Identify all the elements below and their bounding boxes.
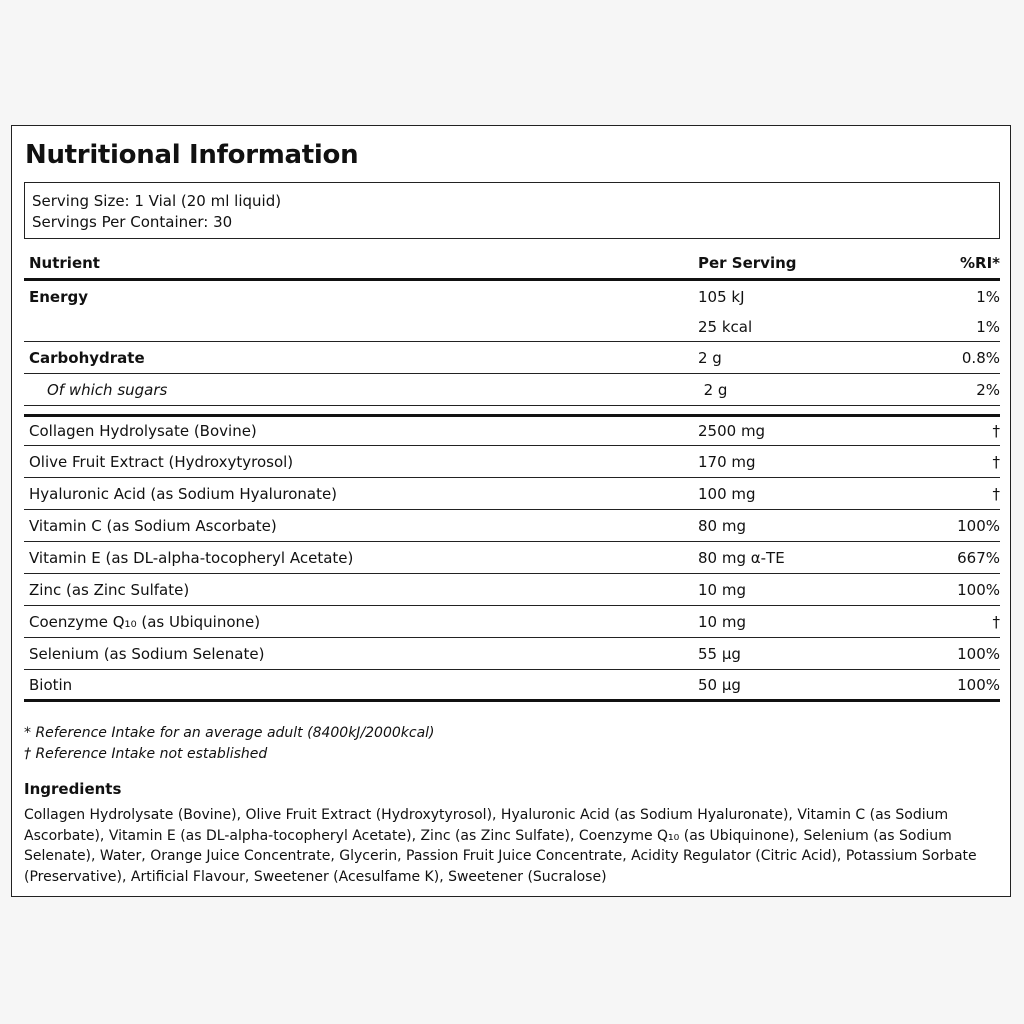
carbohydrate-value: 2 g: [698, 348, 722, 367]
energy-kcal-ri: 1%: [976, 317, 1000, 336]
nutrient-name: Selenium (as Sodium Selenate): [29, 644, 265, 663]
nutrient-amount: 2500 mg: [698, 422, 766, 440]
energy-kj-value: 105 kJ: [698, 287, 745, 306]
nutrient-name: Zinc (as Zinc Sulfate): [29, 580, 190, 599]
table-row: [24, 510, 1000, 542]
header-per-serving: Per Serving: [698, 254, 797, 272]
nutrient-amount: 55 µg: [698, 644, 741, 663]
serving-size: Serving Size: 1 Vial (20 ml liquid): [32, 192, 282, 210]
nutrition-panel: [11, 125, 1011, 897]
header-ri: %RI*: [959, 254, 1000, 272]
nutrient-ri: †: [992, 612, 1000, 631]
nutrient-ri: 100%: [957, 675, 1000, 694]
nutrient-name: Collagen Hydrolysate (Bovine): [29, 422, 257, 440]
carbohydrate-ri: 0.8%: [961, 348, 1000, 367]
header-nutrient: Nutrient: [29, 254, 100, 272]
nutrient-ri: †: [992, 452, 1000, 471]
footnote-ri: * Reference Intake for an average adult (8400kJ/2000kcal): [24, 725, 435, 741]
table-row: [24, 414, 1000, 446]
table-row: [24, 542, 1000, 574]
serving-info-box: [24, 182, 1000, 239]
nutrient-ri: 100%: [957, 516, 1000, 535]
table-spacer: [24, 406, 1000, 414]
nutrient-amount: 50 µg: [698, 675, 741, 694]
nutrient-name: Vitamin E (as DL-alpha-tocopheryl Acetate): [29, 548, 354, 567]
nutrient-amount: 80 mg: [698, 516, 746, 535]
nutrient-ri: 100%: [957, 644, 1000, 663]
nutrient-ri: †: [992, 422, 1000, 440]
servings-per-container: Servings Per Container: 30: [32, 213, 233, 231]
sugars-row: [24, 374, 1000, 406]
footnotes: [24, 723, 435, 765]
nutrient-ri: †: [992, 484, 1000, 503]
page-title: Nutritional Information: [25, 140, 359, 170]
nutrient-amount: 170 mg: [698, 452, 756, 471]
nutrient-name: Vitamin C (as Sodium Ascorbate): [29, 516, 277, 535]
sugars-ri: 2%: [976, 380, 1000, 399]
nutrient-amount: 100 mg: [698, 484, 756, 503]
carbohydrate-row: [24, 342, 1000, 374]
nutrient-amount: 10 mg: [698, 580, 746, 599]
nutrient-name: Hyaluronic Acid (as Sodium Hyaluronate): [29, 484, 338, 503]
table-row: [24, 574, 1000, 606]
nutrient-amount: 10 mg: [698, 612, 746, 631]
energy-label: Energy: [29, 287, 89, 306]
table-row: [24, 638, 1000, 670]
nutrient-name: Biotin: [29, 675, 73, 694]
table-header-row: [24, 248, 1000, 281]
nutrient-name: Coenzyme Q₁₀ (as Ubiquinone): [29, 612, 261, 631]
nutrient-amount: 80 mg α-TE: [698, 548, 785, 567]
energy-kcal-value: 25 kcal: [698, 317, 753, 336]
carbohydrate-label: Carbohydrate: [29, 348, 145, 367]
energy-row-kcal: [24, 312, 1000, 342]
nutrient-ri: 100%: [957, 580, 1000, 599]
energy-kj-ri: 1%: [976, 287, 1000, 306]
ingredients-text: Collagen Hydrolysate (Bovine), Olive Fruit Extract (Hydroxytyrosol), Hyaluronic Acid (as Sodium Hyaluronate), Vitamin C (as Sodium Ascorbate), Vitamin E (as DL-alpha-tocopheryl Acetate), Zinc (as Zinc Sulfate), Coenzyme Q₁₀ (as Ubiquinone), Selenium (as Sodium Selenate), Water, Orange Juice Concentrate, Glycerin, Passion Fruit Juice Concentrate, Acidity Regulator (Citric Acid), Potassium Sorbate (Preservative), Artificial Flavour, Sweetener (Acesulfame K), Sweetener (Sucralose): [24, 807, 977, 885]
table-row: [24, 478, 1000, 510]
footnote-dagger: † Reference Intake not established: [24, 746, 268, 762]
nutrient-ri: 667%: [957, 548, 1000, 567]
table-row: [24, 606, 1000, 638]
table-row: [24, 670, 1000, 702]
energy-row-kj: [24, 281, 1000, 312]
table-row: [24, 446, 1000, 478]
nutrient-name: Olive Fruit Extract (Hydroxytyrosol): [29, 452, 294, 471]
ingredients-title: Ingredients: [24, 780, 122, 798]
sugars-value: 2 g: [703, 380, 728, 399]
sugars-label: Of which sugars: [47, 380, 168, 399]
nutrition-table: [24, 248, 1000, 702]
